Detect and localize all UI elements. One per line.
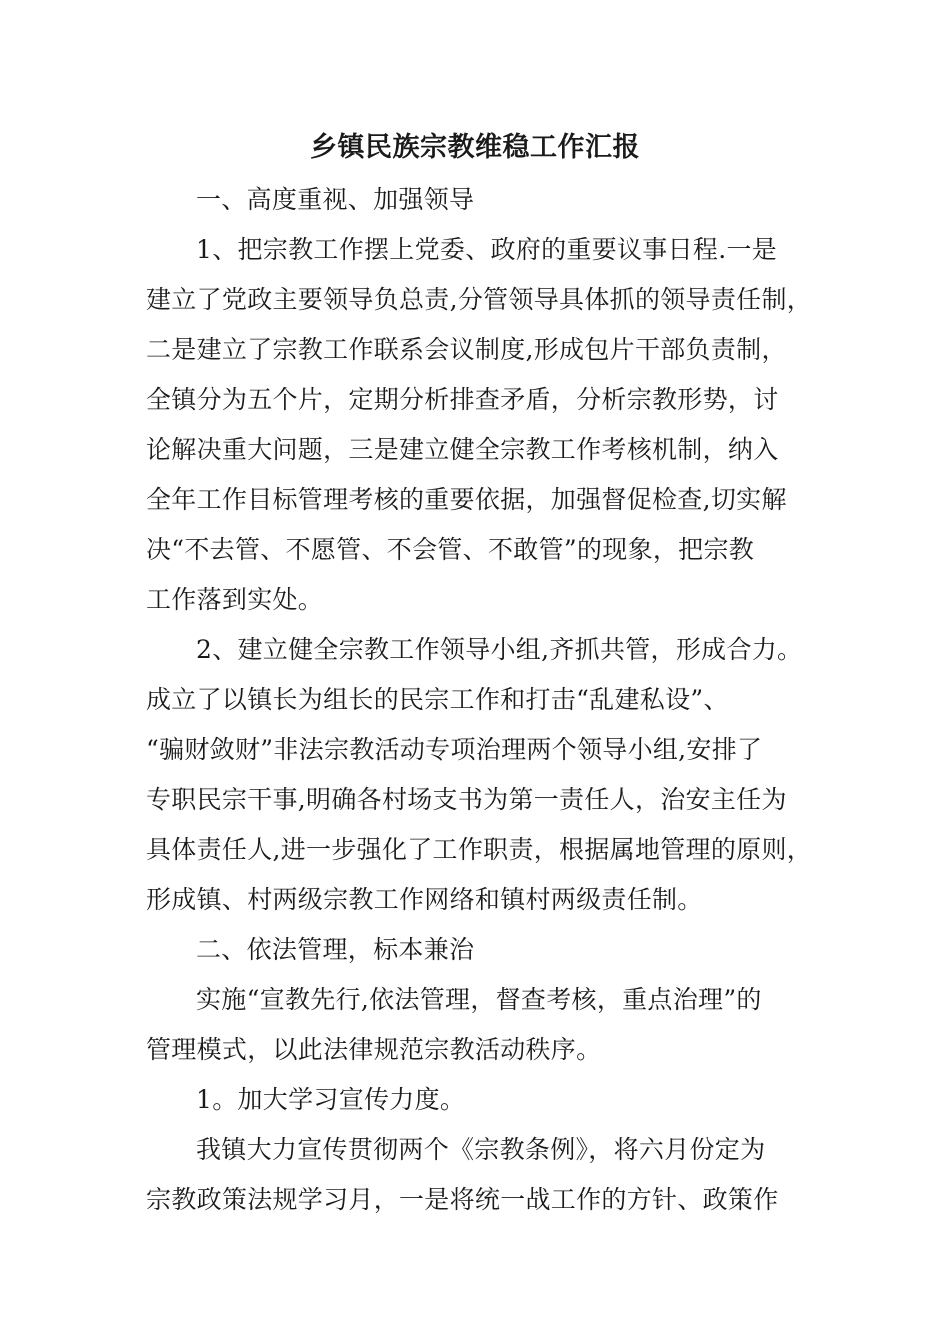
paragraph-line: 全镇分为五个片，定期分析排查矛盾，分析宗教形势，讨 [146, 385, 779, 414]
paragraph-line: 二是建立了宗教工作联系会议制度,形成包片干部负责制， [146, 335, 787, 364]
document-title: 乡镇民族宗教维稳工作汇报 [310, 132, 640, 163]
paragraph-line: 决“不去管、不愿管、不会管、不敢管”的现象，把宗教 [146, 535, 755, 564]
paragraph-line: 成立了以镇长为组长的民宗工作和打击“乱建私设”、 [146, 685, 729, 714]
paragraph-line: 专职民宗干事,明确各村场支书为第一责任人，治安主任为 [146, 785, 787, 814]
paragraph-line: 工作落到实处。 [146, 585, 324, 614]
paragraph-line: 形成镇、村两级宗教工作网络和镇村两级责任制。 [146, 885, 703, 914]
paragraph-line: 1、把宗教工作摆上党委、政府的重要议事日程.一是 [196, 235, 778, 264]
paragraph-line: 宗教政策法规学习月，一是将统一战工作的方针、政策作 [146, 1185, 779, 1214]
paragraph-line: 建立了党政主要领导负总责,分管领导具体抓的领导责任制， [146, 285, 813, 314]
section-heading-1: 一、高度重视、加强领导 [196, 185, 475, 214]
paragraph-line: 实施“宣教先行,依法管理，督查考核，重点治理”的 [196, 985, 762, 1014]
paragraph-line: 2、建立健全宗教工作领导小组,齐抓共管，形成合力。 [196, 635, 803, 664]
paragraph-line: 全年工作目标管理考核的重要依据，加强督促检查,切实解 [146, 485, 787, 514]
paragraph-line: 具体责任人,进一步强化了工作职责，根据属地管理的原则， [146, 835, 813, 864]
section-heading-2: 二、依法管理，标本兼治 [196, 935, 475, 964]
paragraph-line: 论解决重大问题，三是建立健全宗教工作考核机制，纳入 [146, 435, 779, 464]
paragraph-line: “骗财敛财”非法宗教活动专项治理两个领导小组,安排了 [146, 735, 763, 764]
paragraph-line: 我镇大力宣传贯彻两个《宗教条例》，将六月份定为 [196, 1135, 766, 1164]
paragraph-line: 管理模式，以此法律规范宗教活动秩序。 [146, 1035, 602, 1064]
subsection-heading: 1。加大学习宣传力度。 [196, 1085, 466, 1114]
